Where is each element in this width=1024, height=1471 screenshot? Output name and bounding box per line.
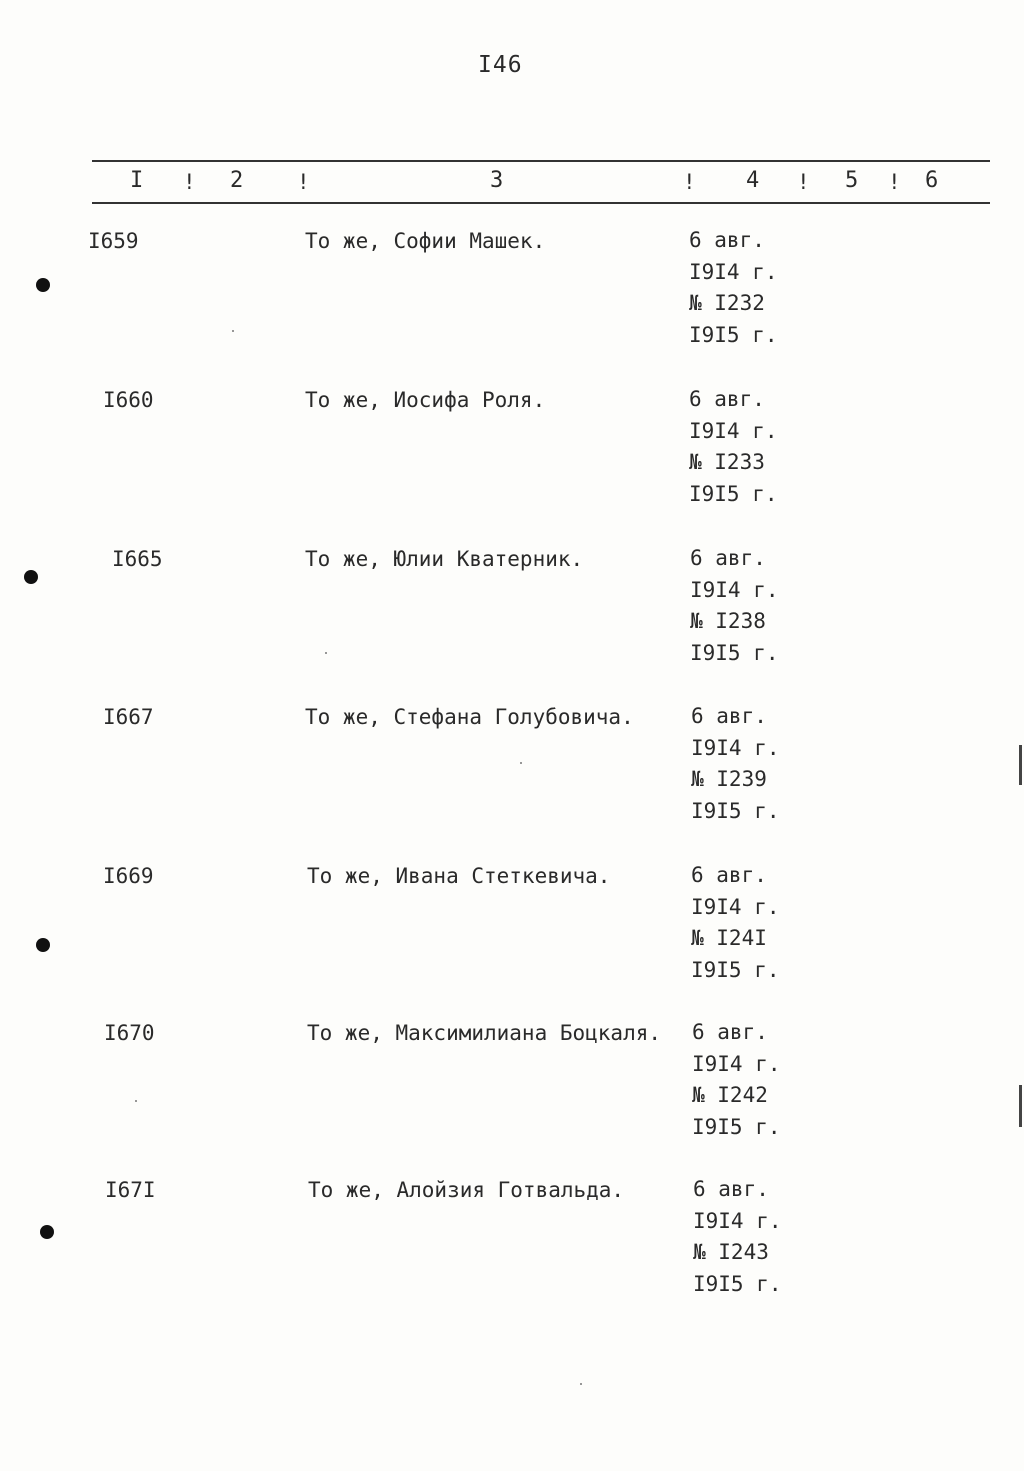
scan-speck — [520, 762, 522, 764]
date-start: 6 авг. — [692, 1020, 768, 1044]
date-start-year: I9I4 г. — [693, 1208, 782, 1233]
case-number: I665 — [112, 547, 163, 571]
table-row — [0, 388, 1024, 528]
case-number: I660 — [103, 388, 154, 412]
header-col-6: 6 — [925, 168, 939, 193]
case-dates — [691, 701, 780, 827]
date-end-year: I9I5 г. — [693, 1271, 782, 1296]
scan-edge-mark — [1019, 1085, 1022, 1127]
case-description: То же, Юлии Кватерник. — [305, 547, 584, 571]
table-header-top-rule — [92, 160, 990, 162]
date-start-year: I9I4 г. — [691, 894, 780, 919]
case-dates — [693, 1174, 782, 1300]
record-number: № I243 — [693, 1240, 769, 1264]
date-end-year: I9I5 г. — [692, 1114, 781, 1139]
case-number: I669 — [103, 864, 154, 888]
scan-speck — [325, 652, 327, 654]
date-start: 6 авг. — [690, 546, 766, 570]
date-start-year: I9I4 г. — [689, 418, 778, 443]
scan-edge-mark — [1019, 745, 1022, 785]
header-col-4: 4 — [746, 168, 760, 193]
date-start-year: I9I4 г. — [690, 577, 779, 602]
date-start: 6 авг. — [691, 863, 767, 887]
scan-speck — [580, 1383, 582, 1385]
header-col-5: 5 — [845, 168, 859, 193]
date-start-year: I9I4 г. — [691, 735, 780, 760]
date-end-year: I9I5 г. — [691, 957, 780, 982]
header-col-2: 2 — [230, 168, 244, 193]
case-description: То же, Иосифа Роля. — [305, 388, 546, 412]
table-row — [0, 1021, 1024, 1161]
case-dates — [689, 225, 778, 351]
punch-hole-mark — [36, 938, 50, 952]
case-number: I667 — [103, 705, 154, 729]
punch-hole-mark — [24, 570, 38, 584]
date-start-year: I9I4 г. — [692, 1051, 781, 1076]
punch-hole-mark — [40, 1225, 54, 1239]
punch-hole-mark — [36, 278, 50, 292]
date-start: 6 авг. — [691, 704, 767, 728]
case-dates — [690, 543, 779, 669]
case-dates — [692, 1017, 781, 1143]
case-description: То же, Алойзия Готвальда. — [308, 1178, 625, 1202]
date-start: 6 авг. — [693, 1177, 769, 1201]
record-number: № I232 — [689, 291, 765, 315]
record-number: № I24I — [691, 926, 767, 950]
page-number: I46 — [478, 52, 523, 78]
case-description: То же, Максимилиана Боцкаля. — [307, 1021, 662, 1045]
date-end-year: I9I5 г. — [691, 798, 780, 823]
header-separator: ! — [183, 170, 196, 194]
header-col-1: I — [130, 168, 144, 193]
header-separator: ! — [683, 170, 696, 194]
header-separator: ! — [297, 170, 310, 194]
record-number: № I242 — [692, 1083, 768, 1107]
table-row — [0, 229, 1024, 369]
date-start: 6 авг. — [689, 228, 765, 252]
table-header-bottom-rule — [92, 202, 990, 204]
header-separator: ! — [888, 170, 901, 194]
case-number: I670 — [104, 1021, 155, 1045]
case-number: I659 — [88, 229, 139, 253]
date-start-year: I9I4 г. — [689, 259, 778, 284]
table-row — [0, 864, 1024, 1004]
date-end-year: I9I5 г. — [689, 481, 778, 506]
case-description: То же, Стефана Голубовича. — [305, 705, 634, 729]
case-dates — [691, 860, 780, 986]
case-number: I67I — [105, 1178, 156, 1202]
date-end-year: I9I5 г. — [690, 640, 779, 665]
record-number: № I238 — [690, 609, 766, 633]
date-end-year: I9I5 г. — [689, 322, 778, 347]
scan-speck — [232, 330, 234, 332]
case-description: То же, Софии Машек. — [305, 229, 546, 253]
case-description: То же, Ивана Стеткевича. — [307, 864, 611, 888]
table-row — [0, 547, 1024, 687]
table-row — [0, 1178, 1024, 1318]
header-separator: ! — [797, 170, 810, 194]
header-col-3: 3 — [490, 168, 504, 193]
date-start: 6 авг. — [689, 387, 765, 411]
record-number: № I239 — [691, 767, 767, 791]
case-dates — [689, 384, 778, 510]
table-row — [0, 705, 1024, 845]
record-number: № I233 — [689, 450, 765, 474]
scan-speck — [135, 1100, 137, 1102]
